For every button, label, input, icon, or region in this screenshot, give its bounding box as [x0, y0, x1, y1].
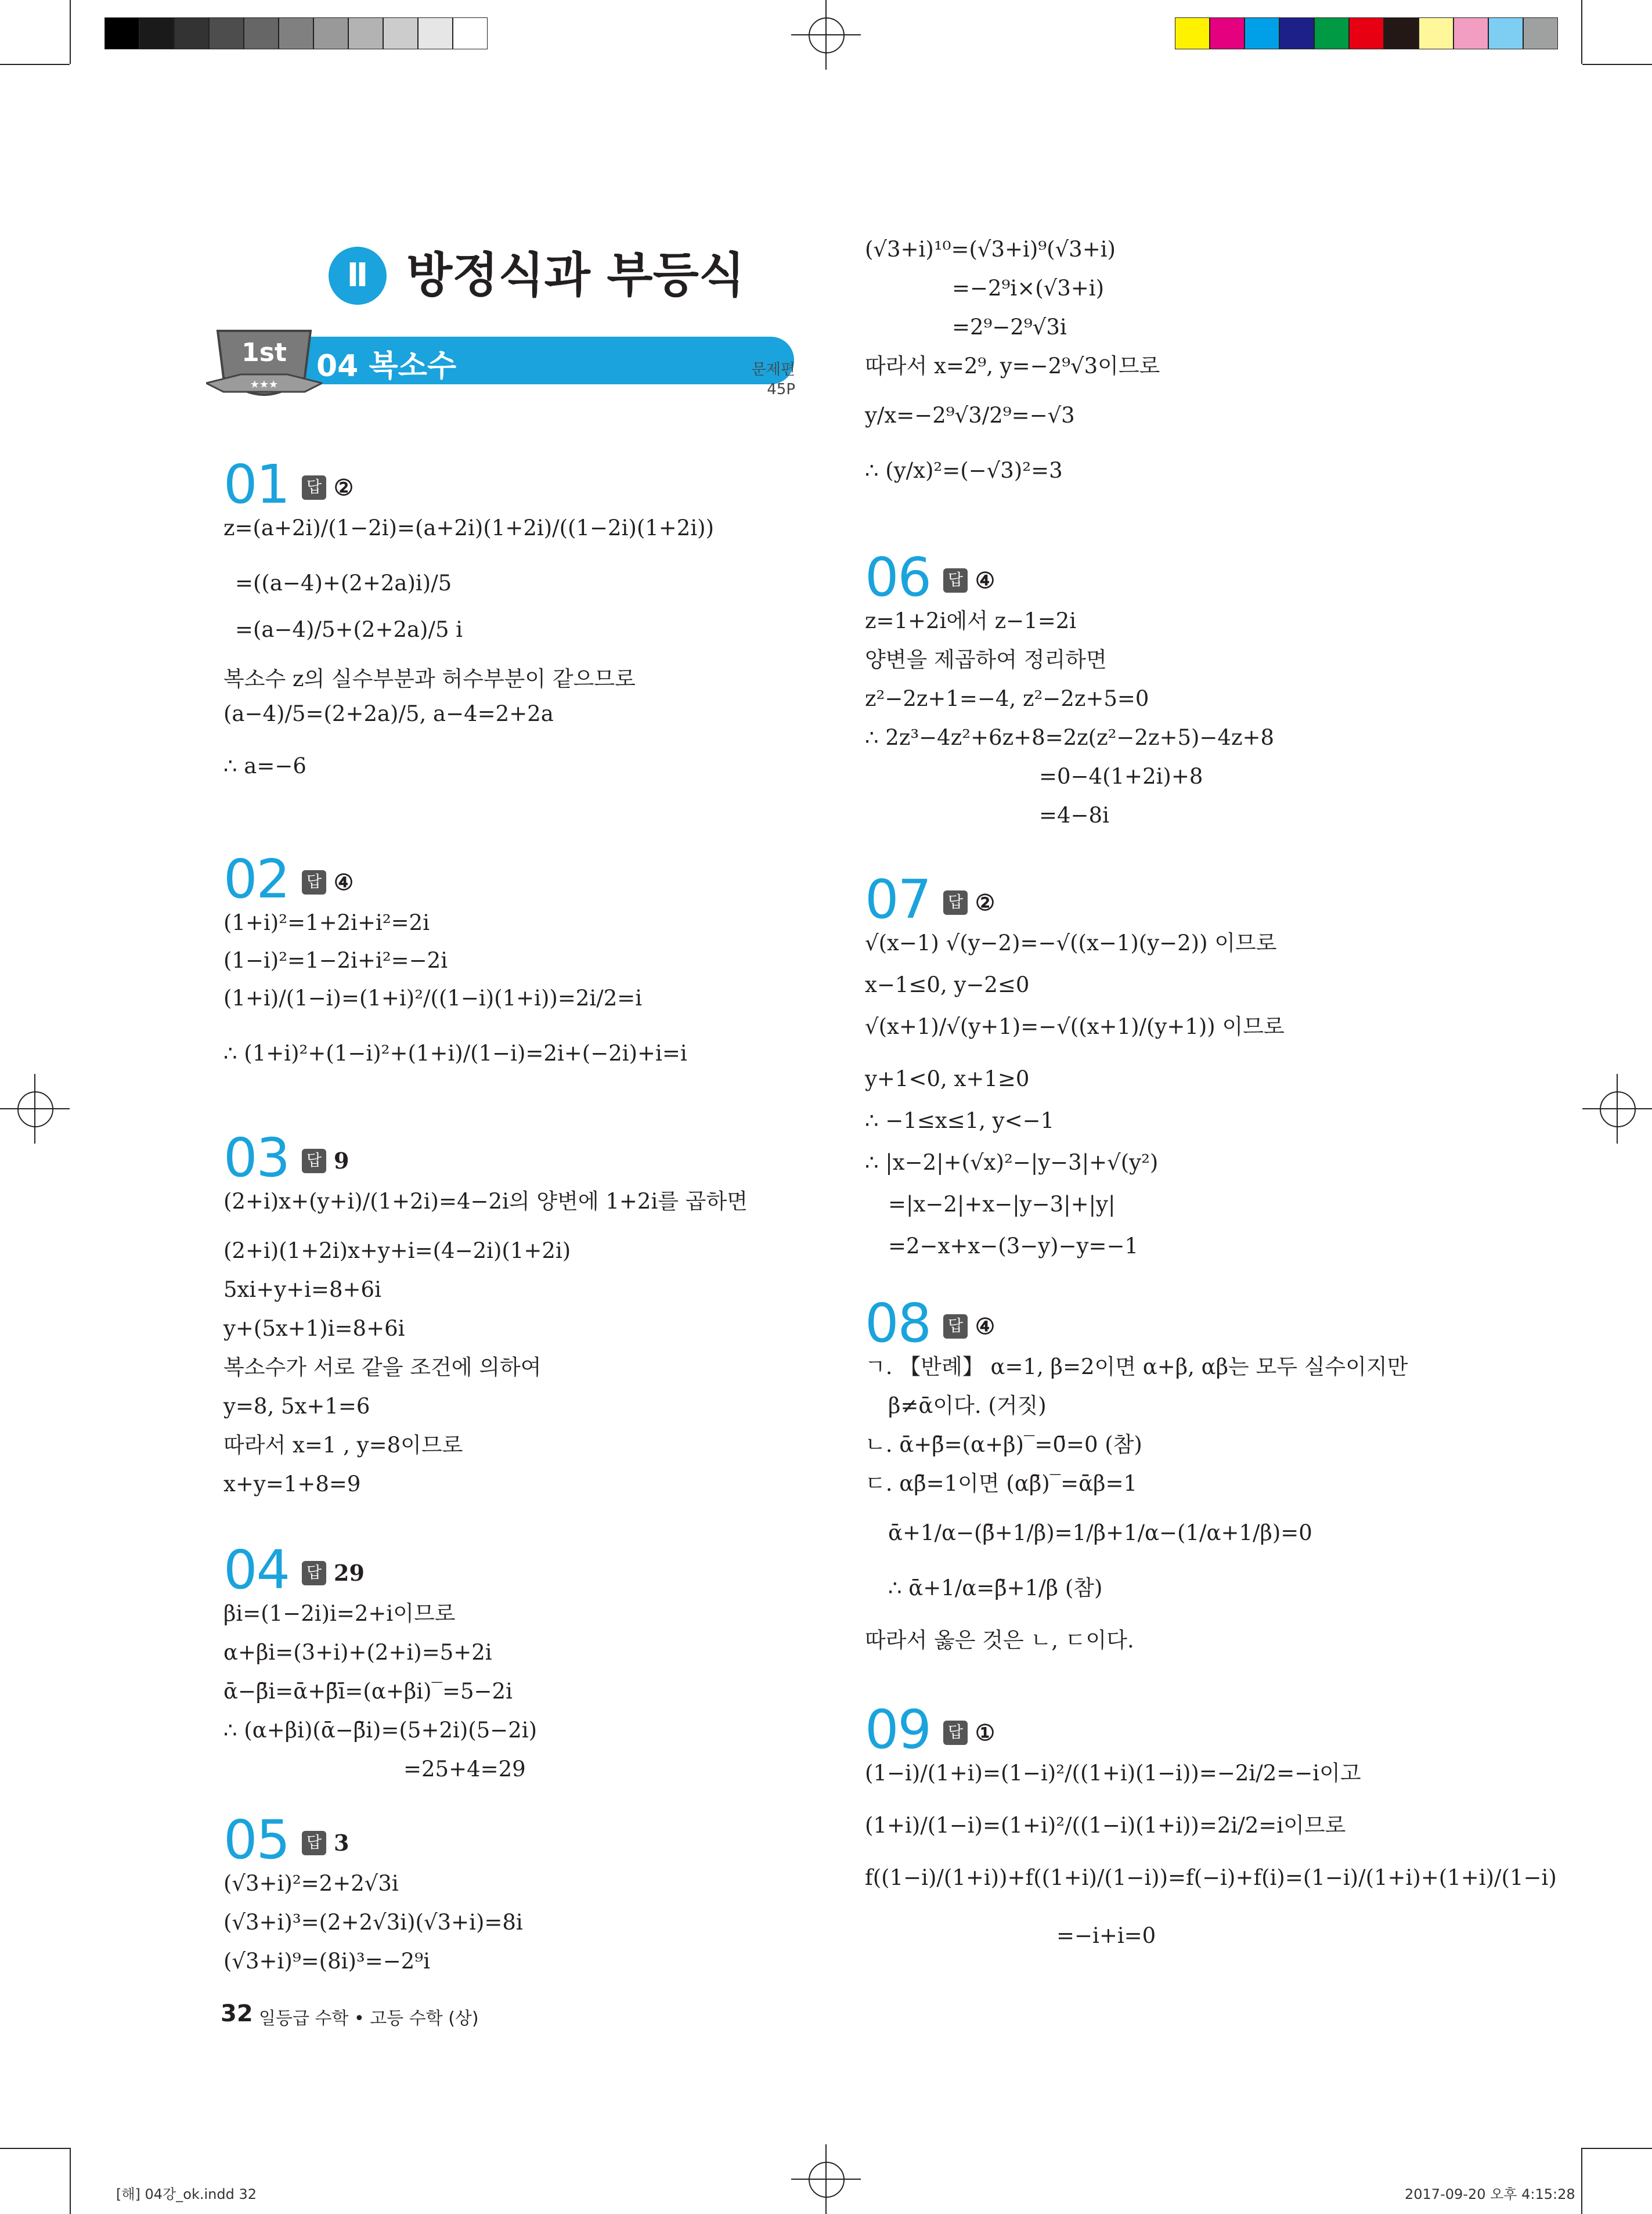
- gray-swatch: [174, 17, 209, 49]
- problem-number: 02: [223, 848, 290, 910]
- answer-tag: 답: [302, 1561, 326, 1585]
- solution-line: (a−4)/5=(2+2a)/5, a−4=2+2a: [223, 701, 554, 726]
- solution-line: z=(a+2i)/(1−2i)=(a+2i)(1+2i)/((1−2i)(1+2i)): [223, 515, 715, 540]
- file-slug: [해] 04강_ok.indd 32: [116, 2186, 257, 2202]
- answer-value: 29: [334, 1560, 365, 1586]
- crop-mark: [1581, 0, 1582, 64]
- solution-line: ∴ ᾱ+1/α=β̄+1/β (참): [888, 1575, 1103, 1600]
- solution-line: y=8, 5x+1=6: [223, 1394, 370, 1419]
- answer-value: ④: [975, 567, 995, 593]
- solution-line: x−1≤0, y−2≤0: [865, 972, 1030, 997]
- color-swatch: [1279, 17, 1314, 49]
- solution-line: =((a−4)+(2+2a)i)/5: [235, 571, 452, 596]
- crop-mark: [1581, 2148, 1582, 2214]
- answer-value: 3: [334, 1830, 349, 1856]
- answer-value: ④: [334, 869, 354, 895]
- answer-tag: 답: [302, 870, 326, 895]
- solution-line: =−2⁹i×(√3+i): [952, 276, 1105, 301]
- color-swatch: [1384, 17, 1419, 49]
- registration-mark-top: [791, 0, 861, 70]
- problem-number: 01: [223, 453, 290, 515]
- chapter-title: 방정식과 부등식: [406, 248, 745, 303]
- solution-line: 복소수가 서로 같을 조건에 의하여: [223, 1355, 542, 1380]
- color-swatch: [1245, 17, 1279, 49]
- solution-line: (1+i)/(1−i)=(1+i)²/((1−i)(1+i))=2i/2=i: [223, 986, 643, 1011]
- color-swatch: [1314, 17, 1349, 49]
- solution-line: =−i+i=0: [1056, 1923, 1156, 1948]
- solution-line: √(x−1) √(y−2)=−√((x−1)(y−2)) 이므로: [865, 931, 1277, 955]
- solution-line: (2+i)(1+2i)x+y+i=(4−2i)(1+2i): [223, 1238, 571, 1263]
- color-swatch: [1523, 17, 1558, 49]
- crop-mark: [70, 0, 71, 64]
- solution-line: =0−4(1+2i)+8: [1039, 764, 1203, 789]
- problem-number: 06: [865, 546, 931, 608]
- solution-line: f((1−i)/(1+i))+f((1+i)/(1−i))=f(−i)+f(i)=(1−i)/(1+i)+(1+i)/(1−i): [865, 1865, 1557, 1890]
- answer-tag: 답: [302, 475, 326, 500]
- solution-line: βi=(1−2i)i=2+i이므로: [223, 1601, 456, 1626]
- page-number: 32: [221, 2000, 253, 2027]
- solution-line: (√3+i)¹⁰=(√3+i)⁹(√3+i): [865, 237, 1116, 262]
- registration-mark-right: [1582, 1074, 1652, 1144]
- solution-line: ∴ a=−6: [223, 753, 306, 778]
- solution-line: ∴ (y/x)²=(−√3)²=3: [865, 458, 1063, 483]
- solution-line: 복소수 z의 실수부분과 허수부분이 같으므로: [223, 666, 636, 691]
- solution-line: (1+i)²=1+2i+i²=2i: [223, 910, 430, 935]
- answer-tag: 답: [943, 890, 968, 915]
- solution-line: (√3+i)⁹=(8i)³=−2⁹i: [223, 1949, 430, 1974]
- shield-badge-icon: [206, 325, 322, 412]
- gray-swatch: [453, 17, 488, 49]
- crop-mark: [0, 2148, 70, 2149]
- answer-value: ④: [975, 1313, 995, 1339]
- registration-mark-left: [0, 1074, 70, 1144]
- color-swatch: [1175, 17, 1210, 49]
- answer-value: ②: [975, 889, 995, 915]
- solution-line: x+y=1+8=9: [223, 1472, 361, 1497]
- answer-value: ②: [334, 474, 354, 500]
- answer-value: ①: [975, 1719, 995, 1746]
- solution-line: α+βi=(3+i)+(2+i)=5+2i: [223, 1640, 492, 1665]
- solution-line: ㄱ. 【반례】 α=1, β=2이면 α+β, αβ는 모두 실수이지만: [865, 1354, 1408, 1379]
- color-swatch: [1419, 17, 1453, 49]
- solution-line: ∴ (1+i)²+(1−i)²+(1+i)/(1−i)=2i+(−2i)+i=i: [223, 1041, 687, 1066]
- gray-swatch: [244, 17, 279, 49]
- solution-line: (√3+i)³=(2+2√3i)(√3+i)=8i: [223, 1910, 523, 1935]
- gray-swatch: [313, 17, 348, 49]
- solution-line: √(x+1)/√(y+1)=−√((x+1)/(y+1)) 이므로: [865, 1014, 1285, 1039]
- solution-line: z=1+2i에서 z−1=2i: [865, 608, 1077, 633]
- gray-swatch: [104, 17, 139, 49]
- answer-tag: 답: [943, 1314, 968, 1339]
- crop-mark: [0, 64, 70, 65]
- solution-line: 따라서 x=1 , y=8이므로: [223, 1433, 463, 1458]
- badge-text: 1st: [241, 338, 287, 367]
- solution-line: ∴ 2z³−4z²+6z+8=2z(z²−2z+5)−4z+8: [865, 725, 1275, 750]
- solution-line: ㄴ. ᾱ+β̄=(α+β)‾=0̄=0 (참): [865, 1432, 1142, 1457]
- problem-number: 07: [865, 868, 931, 931]
- solution-line: (1−i)²=1−2i+i²=−2i: [223, 948, 448, 973]
- solution-line: β≠ᾱ이다. (거짓): [888, 1393, 1047, 1418]
- solution-line: =2⁹−2⁹√3i: [952, 315, 1067, 340]
- solution-line: y+(5x+1)i=8+6i: [223, 1316, 405, 1341]
- solution-line: ㄷ. αβ̄=1이면 (αβ̄)‾=ᾱβ=1: [865, 1471, 1138, 1496]
- gray-swatch: [348, 17, 383, 49]
- gray-swatch: [279, 17, 313, 49]
- answer-tag: 답: [943, 568, 968, 593]
- crop-mark: [1582, 2148, 1652, 2149]
- solution-line: (1−i)/(1+i)=(1−i)²/((1+i)(1−i))=−2i/2=−i이고: [865, 1761, 1361, 1786]
- answer-tag: 답: [302, 1831, 326, 1855]
- color-swatch: [1349, 17, 1384, 49]
- problem-number: 05: [223, 1809, 290, 1871]
- crop-mark: [70, 2148, 71, 2214]
- solution-line: =(a−4)/5+(2+2a)/5 i: [235, 617, 463, 642]
- solution-line: 양변을 제곱하여 정리하면: [865, 647, 1107, 672]
- solution-line: (2+i)x+(y+i)/(1+2i)=4−2i의 양변에 1+2i를 곱하면: [223, 1189, 748, 1214]
- solution-line: ∴ −1≤x≤1, y<−1: [865, 1108, 1055, 1133]
- solution-line: (√3+i)²=2+2√3i: [223, 1871, 399, 1896]
- svg-text:★★★: ★★★: [250, 378, 279, 391]
- answer-tag: 답: [943, 1721, 968, 1745]
- chapter-numeral-badge: Ⅱ: [329, 247, 387, 305]
- problem-number: 09: [865, 1699, 931, 1761]
- solution-line: ᾱ−β̄i=ᾱ+β̄ī=(α+βi)‾=5−2i: [223, 1679, 513, 1704]
- answer-value: 9: [334, 1148, 349, 1174]
- problem-number: 08: [865, 1292, 931, 1354]
- color-swatch: [1453, 17, 1488, 49]
- solution-line: =4−8i: [1039, 803, 1109, 828]
- gray-swatch: [383, 17, 418, 49]
- problem-number: 04: [223, 1539, 290, 1601]
- problem-number: 03: [223, 1127, 290, 1189]
- problem-book-ref: [714, 360, 795, 399]
- section-title: 04 복소수: [316, 349, 457, 384]
- solution-line: 따라서 x=2⁹, y=−2⁹√3이므로: [865, 354, 1160, 378]
- registration-mark-bottom: [791, 2144, 861, 2214]
- print-timestamp: 2017-09-20 오후 4:15:28: [1405, 2186, 1575, 2202]
- gray-swatch: [418, 17, 453, 49]
- solution-line: y+1<0, x+1≥0: [865, 1066, 1030, 1091]
- solution-line: 5xi+y+i=8+6i: [223, 1277, 381, 1302]
- solution-line: ∴ (α+βi)(ᾱ−β̄i)=(5+2i)(5−2i): [223, 1718, 538, 1743]
- gray-swatch: [209, 17, 244, 49]
- color-swatch: [1488, 17, 1523, 49]
- solution-line: ᾱ+1/α−(β̄+1/β)=1/β+1/α−(1/α+1/β)=0: [888, 1520, 1312, 1545]
- solution-line: z²−2z+1=−4, z²−2z+5=0: [865, 686, 1149, 711]
- solution-line: (1+i)/(1−i)=(1+i)²/((1−i)(1+i))=2i/2=i이므로: [865, 1813, 1346, 1838]
- color-swatch: [1210, 17, 1245, 49]
- crop-mark: [1582, 64, 1652, 65]
- book-title: 일등급 수학 • 고등 수학 (상): [259, 2009, 479, 2029]
- solution-line: y/x=−2⁹√3/2⁹=−√3: [865, 403, 1075, 428]
- ref-label: 문제편: [751, 361, 795, 378]
- solution-line: 따라서 옳은 것은 ㄴ, ㄷ이다.: [865, 1628, 1134, 1653]
- ref-page: 45P: [767, 381, 795, 398]
- solution-line: =25+4=29: [403, 1757, 526, 1782]
- solution-line: =|x−2|+x−|y−3|+|y|: [888, 1192, 1116, 1217]
- solution-line: ∴ |x−2|+(√x)²−|y−3|+√(y²): [865, 1150, 1159, 1175]
- gray-swatch: [139, 17, 174, 49]
- answer-tag: 답: [302, 1149, 326, 1173]
- solution-line: =2−x+x−(3−y)−y=−1: [888, 1234, 1139, 1259]
